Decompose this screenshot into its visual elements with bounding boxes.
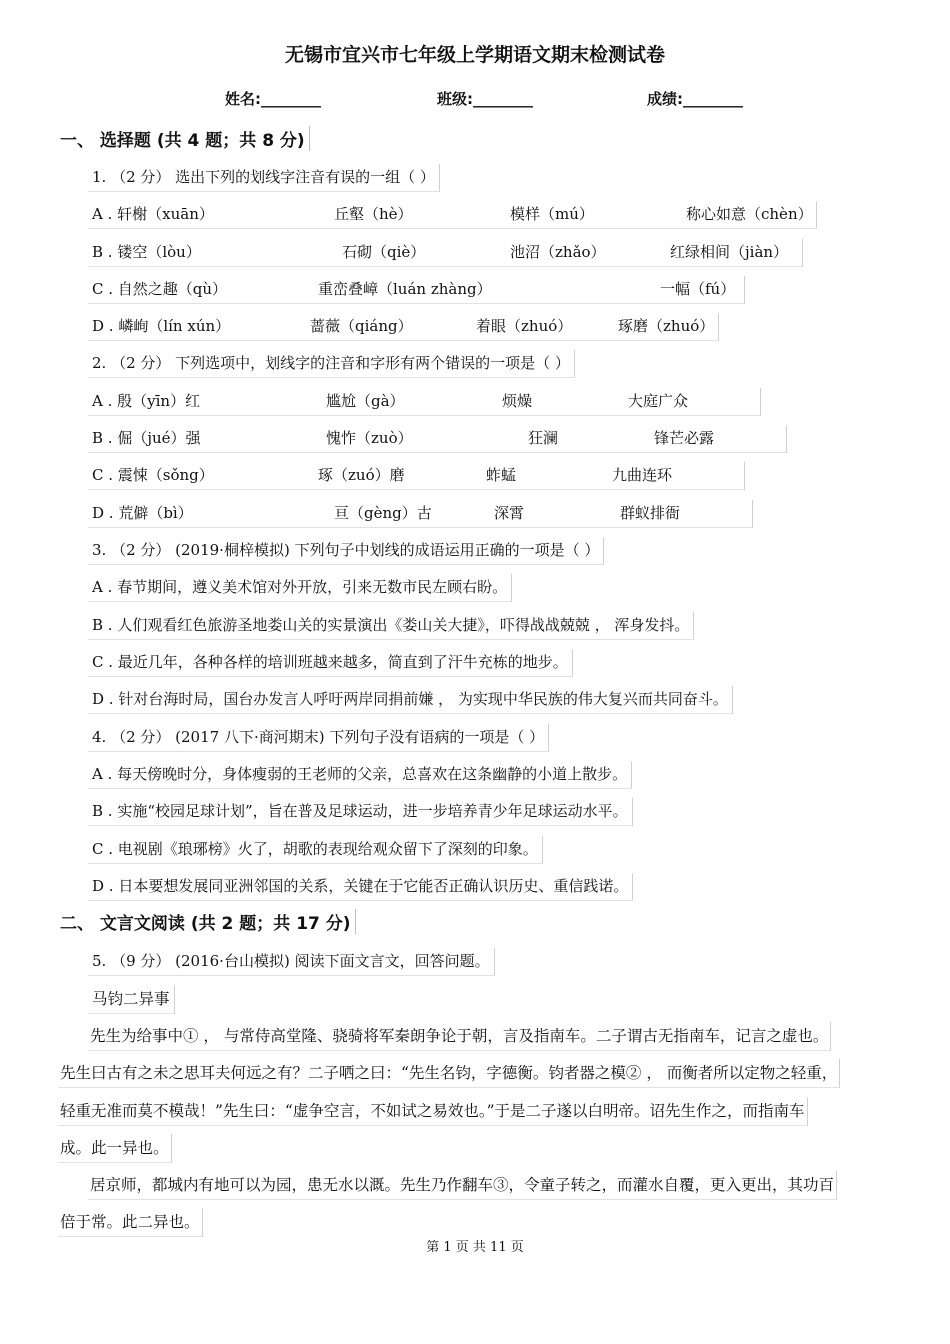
question-4-stem: 4. （2 分） (2017 八下·商河期末) 下列句子没有语病的一项是（ ） bbox=[88, 724, 549, 752]
option-item: 烦燥 bbox=[502, 392, 533, 410]
page-footer: 第 1 页 共 11 页 bbox=[426, 1240, 524, 1255]
option-item: 琢磨（zhuó） bbox=[618, 317, 715, 335]
question-2-option-c bbox=[88, 462, 745, 490]
option-item: 石砌（qiè） bbox=[342, 243, 426, 261]
question-4-option-c: C . 电视剧《琅琊榜》火了，胡歌的表现给观众留下了深刻的印象。 bbox=[88, 836, 543, 864]
question-4-option-d: D . 日本要想发展同亚洲邻国的关系，关键在于它能否正确认识历史、重信践诺。 bbox=[88, 873, 633, 901]
question-3-option-a: A . 春节期间，遵义美术馆对外开放，引来无数市民左顾右盼。 bbox=[88, 574, 512, 602]
option-item: 红绿相间（jiàn） bbox=[670, 243, 789, 261]
question-3-option-c: C . 最近几年，各种各样的培训班越来越多，简直到了汗牛充栋的地步。 bbox=[88, 649, 573, 677]
option-item: 群蚁排衙 bbox=[620, 504, 681, 522]
passage-line: 先生曰古有之未之思耳夫何远之有？二子哂之曰：“先生名钧，字德衡。钧者器之模② ， 而衡者所以定物之轻重， bbox=[58, 1059, 840, 1088]
question-1-stem: 1. （2 分） 选出下列的划线字注音有误的一组（ ） bbox=[88, 164, 440, 192]
option-item: 愧怍（zuò） bbox=[326, 429, 413, 447]
class-field: 班级:________ bbox=[437, 90, 533, 108]
option-item: 九曲连环 bbox=[612, 466, 673, 484]
question-1-option-a bbox=[88, 201, 817, 229]
question-3-option-b: B . 人们观看红色旅游圣地娄山关的实景演出《娄山关大捷》，吓得战战兢兢 ， 浑身发抖。 bbox=[88, 612, 694, 640]
question-4-option-a: A . 每天傍晚时分，身体瘦弱的王老师的父亲，总喜欢在这条幽静的小道上散步。 bbox=[88, 761, 632, 789]
passage-heading: 马钧二异事 bbox=[88, 985, 175, 1014]
section-heading-classical: 二、 文言文阅读 (共 2 题；共 17 分) bbox=[60, 909, 356, 934]
passage-line: 居京师，都城内有地可以为园，患无水以溉。先生乃作翻车③，令童子转之，而灌水自覆，更入更出，其功百 bbox=[88, 1171, 837, 1200]
passage-line: 先生为给事中① ， 与常侍高堂隆、骁骑将军秦朗争论于朝，言及指南车。二子谓古无指南车，记言之虚也。 bbox=[88, 1022, 831, 1051]
option-item: 着眼（zhuó） bbox=[476, 317, 573, 335]
question-2-option-a bbox=[88, 388, 761, 416]
question-1-option-c bbox=[88, 276, 745, 304]
option-item: 琢（zuó）磨 bbox=[318, 466, 405, 484]
question-1-option-d bbox=[88, 313, 719, 341]
option-item: 尴尬（gà） bbox=[326, 392, 405, 410]
passage-line: 轻重无准而莫不模哉！”先生曰：“虚争空言，不如试之易效也。”于是二子遂以白明帝。诏先生作之，而指南车 bbox=[58, 1097, 808, 1126]
passage-line: 成。此一异也。 bbox=[58, 1134, 172, 1163]
option-item: 蔷薇（qiáng） bbox=[310, 317, 413, 335]
option-item: 一幅（fú） bbox=[660, 280, 736, 298]
option-item: C . 震悚（sǒng） bbox=[92, 466, 214, 484]
option-item: 池沼（zhǎo） bbox=[510, 243, 606, 261]
option-item: 重峦叠嶂（luán zhàng） bbox=[318, 280, 492, 298]
question-3-stem: 3. （2 分） (2019·桐梓模拟) 下列句子中划线的成语运用正确的一项是（ ） bbox=[88, 537, 604, 565]
question-3-option-d: D . 针对台海时局，国台办发言人呼吁两岸同捐前嫌 ， 为实现中华民族的伟大复兴而共同奋斗。 bbox=[88, 686, 733, 714]
passage-line: 倍于常。此二异也。 bbox=[58, 1208, 203, 1237]
option-item: 深霄 bbox=[494, 504, 525, 522]
option-item: C . 自然之趣（qù） bbox=[92, 280, 228, 298]
option-item: 狂澜 bbox=[528, 429, 559, 447]
name-field: 姓名:________ bbox=[225, 90, 321, 108]
option-item: D . 嶙峋（lín xún） bbox=[92, 317, 231, 335]
option-item: 锋芒必露 bbox=[654, 429, 715, 447]
option-item: 亘（gèng）古 bbox=[334, 504, 432, 522]
option-item: 大庭广众 bbox=[628, 392, 689, 410]
option-item: B . 镂空（lòu） bbox=[92, 243, 201, 261]
option-item: D . 荒僻（bì） bbox=[92, 504, 193, 522]
question-2-stem: 2. （2 分） 下列选项中，划线字的注音和字形有两个错误的一项是（ ） bbox=[88, 350, 575, 378]
option-item: 丘壑（hè） bbox=[334, 205, 413, 223]
question-4-option-b: B . 实施“校园足球计划”，旨在普及足球运动，进一步培养青少年足球运动水平。 bbox=[88, 798, 633, 826]
question-2-option-d bbox=[88, 500, 753, 528]
option-item: A . 殷（yīn）红 bbox=[92, 392, 201, 410]
option-item: 蚱蜢 bbox=[486, 466, 517, 484]
option-item: 称心如意（chèn） bbox=[686, 205, 813, 223]
option-item: A . 轩榭（xuān） bbox=[92, 205, 214, 223]
question-2-option-b bbox=[88, 425, 787, 453]
option-item: B . 倔（jué）强 bbox=[92, 429, 201, 447]
option-item: 模样（mú） bbox=[510, 205, 594, 223]
question-1-option-b bbox=[88, 239, 803, 267]
question-5-stem: 5. （9 分） (2016·台山模拟) 阅读下面文言文，回答问题。 bbox=[88, 948, 495, 976]
section-heading-choice: 一、 选择题 (共 4 题；共 8 分) bbox=[60, 126, 310, 151]
page-title: 无锡市宜兴市七年级上学期语文期末检测试卷 bbox=[284, 44, 665, 66]
score-field: 成绩:________ bbox=[647, 90, 743, 108]
